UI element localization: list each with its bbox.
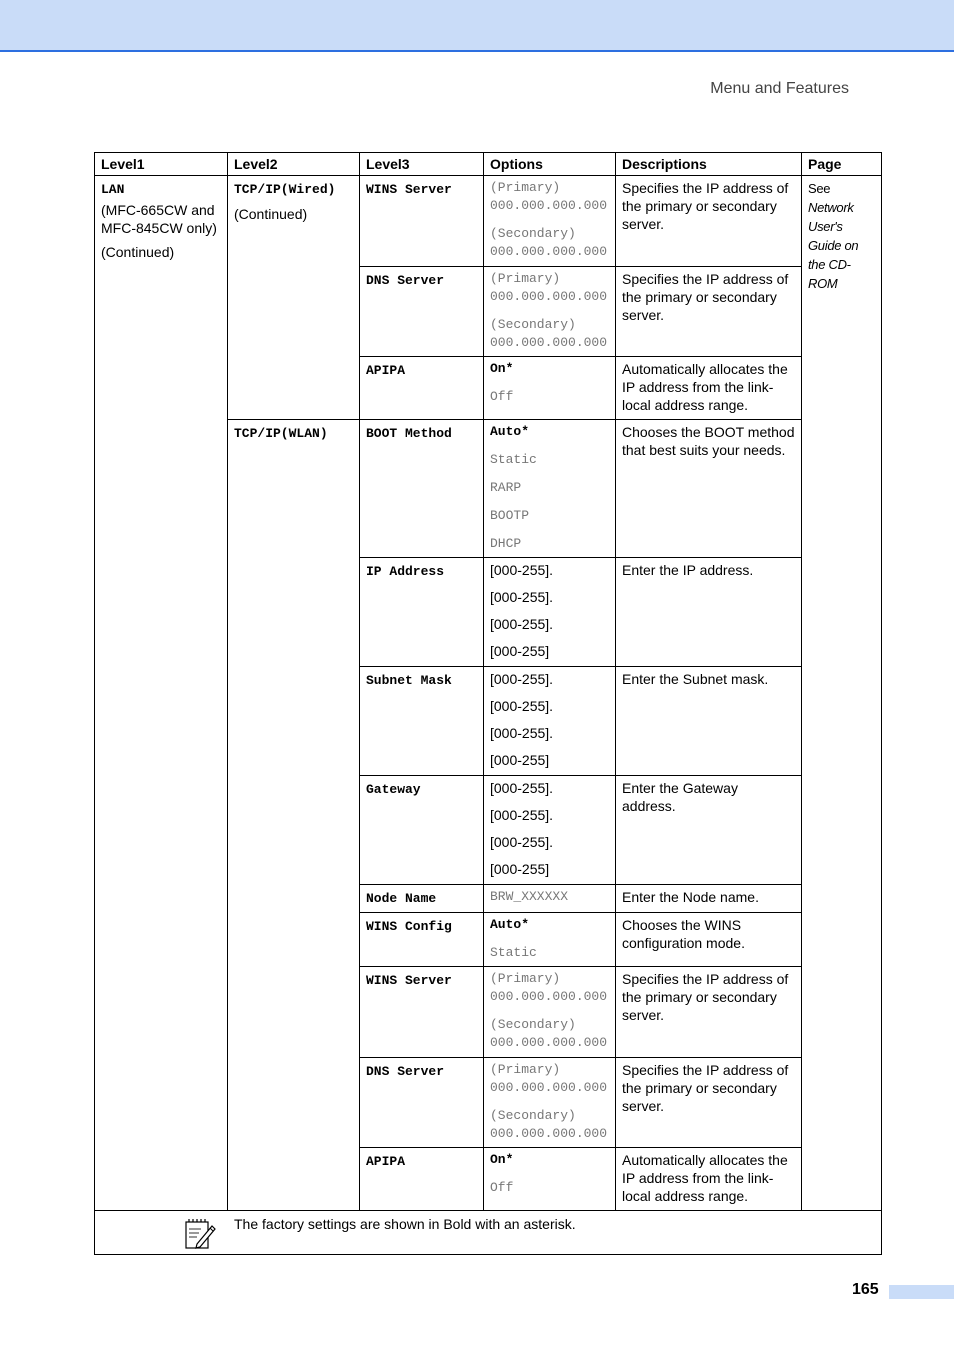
col-header-page: Page — [802, 153, 882, 176]
option-value: [000-255]. — [490, 834, 554, 850]
options-cell — [484, 913, 616, 967]
page-cell — [802, 176, 882, 1211]
level3-label: APIPA — [366, 1154, 406, 1169]
level1-code: LAN — [101, 182, 125, 197]
option-value: (Primary) — [490, 180, 561, 195]
description-cell: Chooses the WINS configuration mode. — [616, 913, 802, 967]
page-see: See — [808, 181, 831, 196]
description-cell: Chooses the BOOT method that best suits your needs. — [616, 420, 802, 558]
level3-label: DNS Server — [366, 273, 445, 288]
option-value: 000.000.000.000 — [490, 289, 608, 304]
level3-label: APIPA — [366, 363, 406, 378]
options-cell — [484, 1148, 616, 1211]
option-value: [000-255] — [490, 643, 550, 659]
option-value: 000.000.000.000 — [490, 1126, 608, 1141]
col-header-level3: Level3 — [360, 153, 484, 176]
level2-wlan-code: TCP/IP(WLAN) — [234, 426, 328, 441]
level2-wlan-cell — [228, 420, 360, 1211]
col-header-descriptions: Descriptions — [616, 153, 802, 176]
option-value: DHCP — [490, 536, 522, 551]
options-cell — [484, 176, 616, 267]
option-value: Static — [490, 945, 537, 960]
description-cell: Enter the IP address. — [616, 558, 802, 667]
options-cell — [484, 420, 616, 558]
level3-label: Gateway — [366, 782, 421, 797]
option-value: 000.000.000.000 — [490, 1080, 608, 1095]
option-default: On* — [490, 361, 514, 376]
option-default: Auto* — [490, 424, 530, 439]
option-value: 000.000.000.000 — [490, 244, 608, 259]
description-cell: Specifies the IP address of the primary or secondary server. — [616, 176, 802, 267]
option-value: [000-255]. — [490, 616, 554, 632]
description-cell: Specifies the IP address of the primary or secondary server. — [616, 267, 802, 357]
options-cell — [484, 776, 616, 885]
note-cell — [95, 1211, 882, 1255]
option-value: 000.000.000.000 — [490, 335, 608, 350]
page-ref: Network User's Guide on the CD-ROM — [808, 200, 859, 291]
description-cell: Specifies the IP address of the primary or secondary server. — [616, 1058, 802, 1148]
option-value: [000-255]. — [490, 780, 554, 796]
description-cell: Enter the Subnet mask. — [616, 667, 802, 776]
col-header-options: Options — [484, 153, 616, 176]
options-cell — [484, 267, 616, 357]
description-cell: Enter the Gateway address. — [616, 776, 802, 885]
option-value: [000-255] — [490, 752, 550, 768]
description-cell: Specifies the IP address of the primary or secondary server. — [616, 967, 802, 1058]
option-value: [000-255]. — [490, 698, 554, 714]
level3-label: Subnet Mask — [366, 673, 452, 688]
option-value: Off — [490, 389, 514, 404]
option-default: On* — [490, 1152, 514, 1167]
level3-label: DNS Server — [366, 1064, 445, 1079]
options-cell — [484, 967, 616, 1058]
col-header-level2: Level2 — [228, 153, 360, 176]
option-value: 000.000.000.000 — [490, 989, 608, 1004]
options-cell — [484, 1058, 616, 1148]
level1-continued: (Continued) — [101, 244, 175, 260]
option-value: (Secondary) — [490, 226, 576, 241]
options-cell — [484, 667, 616, 776]
level3-label: BOOT Method — [366, 426, 452, 441]
table-header-row — [95, 153, 882, 176]
table-row — [95, 176, 882, 267]
page-number: 165 — [852, 1281, 879, 1298]
option-value: 000.000.000.000 — [490, 198, 608, 213]
option-value: (Primary) — [490, 271, 561, 286]
level3-label: WINS Server — [366, 182, 452, 197]
level3-label: Node Name — [366, 891, 437, 906]
option-value: (Primary) — [490, 1062, 561, 1077]
option-value: (Secondary) — [490, 1108, 576, 1123]
level3-label: WINS Config — [366, 919, 452, 934]
option-value: BRW_XXXXXX — [490, 889, 569, 904]
description-cell: Enter the Node name. — [616, 885, 802, 913]
option-value: [000-255]. — [490, 671, 554, 687]
option-value: [000-255]. — [490, 807, 554, 823]
description-cell: Automatically allocates the IP address from the link-local address range. — [616, 357, 802, 420]
level2-wired-code: TCP/IP(Wired) — [234, 182, 336, 197]
option-value: [000-255]. — [490, 725, 554, 741]
option-value: [000-255] — [490, 861, 550, 877]
option-value: [000-255]. — [490, 589, 554, 605]
top-band — [0, 0, 954, 52]
table-note-row — [95, 1211, 882, 1255]
menu-table — [94, 152, 882, 1255]
option-value: Off — [490, 1180, 514, 1195]
options-cell — [484, 885, 616, 913]
level2-wired-continued: (Continued) — [234, 206, 308, 222]
col-header-level1: Level1 — [95, 153, 228, 176]
level1-cell — [95, 176, 228, 1211]
options-cell — [484, 558, 616, 667]
page-header-title: Menu and Features — [710, 80, 849, 97]
level3-label: WINS Server — [366, 973, 452, 988]
level1-models: (MFC-665CW and MFC-845CW only) — [101, 202, 217, 236]
level3-label: IP Address — [366, 564, 445, 579]
option-value: (Primary) — [490, 971, 561, 986]
option-value: [000-255]. — [490, 562, 554, 578]
description-cell: Automatically allocates the IP address from the link-local address range. — [616, 1148, 802, 1211]
option-value: 000.000.000.000 — [490, 1035, 608, 1050]
option-default: Auto* — [490, 917, 530, 932]
option-value: BOOTP — [490, 508, 530, 523]
page-number-bar — [889, 1285, 954, 1299]
option-value: Static — [490, 452, 537, 467]
note-pencil-icon — [183, 1217, 217, 1251]
level2-wired-cell — [228, 176, 360, 420]
options-cell — [484, 357, 616, 420]
option-value: (Secondary) — [490, 317, 576, 332]
option-value: (Secondary) — [490, 1017, 576, 1032]
note-text: The factory settings are shown in Bold with an asterisk. — [234, 1216, 576, 1232]
option-value: RARP — [490, 480, 522, 495]
